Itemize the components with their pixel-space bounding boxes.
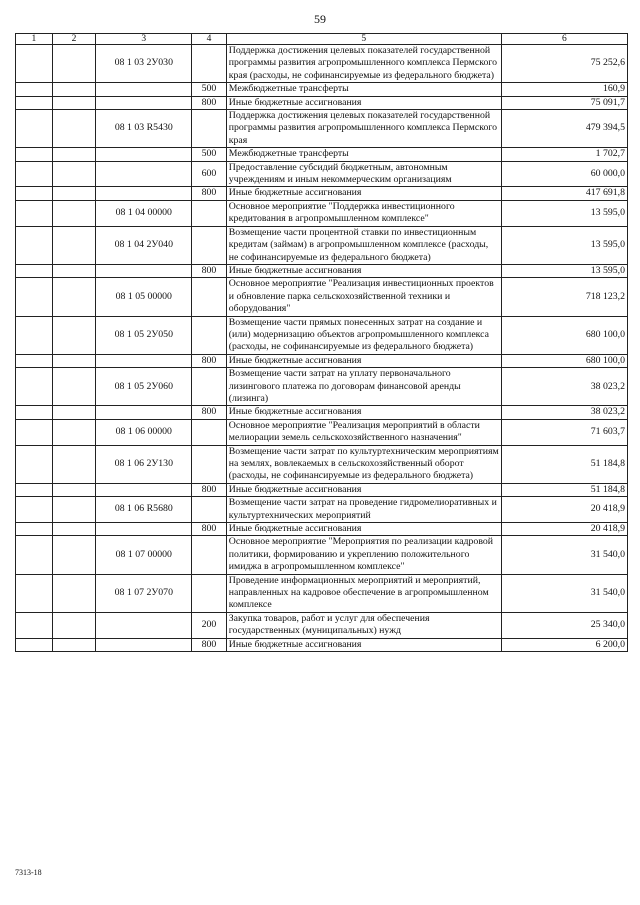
- cell-name: Поддержка достижения целевых показателей государственной программы развития агропромышленного комплекса Пермского края (расходы, не софинансируемые из федерального бюджета): [226, 45, 501, 83]
- cell-code: 08 1 06 2У130: [96, 445, 192, 483]
- cell-col1: [16, 316, 53, 354]
- cell-col1: [16, 264, 53, 277]
- column-header-3: 3: [96, 34, 192, 45]
- cell-code: [96, 354, 192, 367]
- cell-expense-type: [192, 278, 227, 316]
- cell-code: 08 1 06 R5680: [96, 497, 192, 523]
- cell-expense-type: [192, 110, 227, 148]
- cell-amount: 13 595,0: [501, 264, 627, 277]
- cell-name: Иные бюджетные ассигнования: [226, 354, 501, 367]
- cell-code: [96, 148, 192, 161]
- column-header-2: 2: [52, 34, 96, 45]
- cell-code: 08 1 04 00000: [96, 200, 192, 226]
- cell-col2: [52, 83, 96, 96]
- cell-col1: [16, 638, 53, 651]
- cell-col1: [16, 83, 53, 96]
- column-header-4: 4: [192, 34, 227, 45]
- cell-name: Основное мероприятие "Реализация инвестиционных проектов и обновление парка сельскохозяйственной техники и оборудования": [226, 278, 501, 316]
- cell-amount: 680 100,0: [501, 354, 627, 367]
- cell-amount: 1 702,7: [501, 148, 627, 161]
- table-row: [16, 523, 628, 536]
- cell-col1: [16, 536, 53, 574]
- table-row: [16, 110, 628, 148]
- cell-col2: [52, 536, 96, 574]
- cell-name: Основное мероприятие "Мероприятия по реализации кадровой политики, формированию и укреплению положительного имиджа в агропромышленном комплексе": [226, 536, 501, 574]
- cell-col2: [52, 406, 96, 419]
- cell-col1: [16, 523, 53, 536]
- cell-expense-type: [192, 536, 227, 574]
- cell-name: Возмещение части затрат на проведение гидромелиоративных и культуртехнических мероприятий: [226, 497, 501, 523]
- cell-expense-type: 800: [192, 187, 227, 200]
- cell-code: 08 1 03 2У030: [96, 45, 192, 83]
- cell-col1: [16, 200, 53, 226]
- column-header-6: 6: [501, 34, 627, 45]
- cell-code: 08 1 05 2У060: [96, 368, 192, 406]
- cell-col1: [16, 445, 53, 483]
- table-row: [16, 638, 628, 651]
- column-header-5: 5: [226, 34, 501, 45]
- cell-expense-type: 800: [192, 354, 227, 367]
- budget-table: [15, 33, 628, 652]
- table-row: [16, 354, 628, 367]
- cell-col1: [16, 110, 53, 148]
- footer-code: 7313-18: [15, 868, 42, 877]
- column-header-1: 1: [16, 34, 53, 45]
- cell-name: Иные бюджетные ассигнования: [226, 187, 501, 200]
- cell-amount: 31 540,0: [501, 536, 627, 574]
- cell-col2: [52, 483, 96, 496]
- table-row: [16, 497, 628, 523]
- table-row: [16, 316, 628, 354]
- table-row: [16, 83, 628, 96]
- cell-name: Возмещение части процентной ставки по инвестиционным кредитам (займам) в агропромышленном комплексе (расходы, не софинансируемые из федерального бюджета): [226, 226, 501, 264]
- cell-col1: [16, 354, 53, 367]
- cell-name: Возмещение части прямых понесенных затрат на создание и (или) модернизацию объектов агропромышленного комплекса (расходы, не софинансируемые из федерального бюджета): [226, 316, 501, 354]
- cell-amount: 718 123,2: [501, 278, 627, 316]
- cell-col2: [52, 264, 96, 277]
- cell-col2: [52, 419, 96, 445]
- cell-code: 08 1 04 2У040: [96, 226, 192, 264]
- cell-col1: [16, 161, 53, 187]
- cell-name: Иные бюджетные ассигнования: [226, 483, 501, 496]
- cell-code: [96, 483, 192, 496]
- cell-amount: 13 595,0: [501, 226, 627, 264]
- cell-name: Иные бюджетные ассигнования: [226, 96, 501, 109]
- table-row: [16, 96, 628, 109]
- cell-expense-type: 800: [192, 96, 227, 109]
- cell-expense-type: 500: [192, 148, 227, 161]
- cell-code: [96, 96, 192, 109]
- cell-col1: [16, 574, 53, 612]
- cell-name: Предоставление субсидий бюджетным, автономным учреждениям и иным некоммерческим организациям: [226, 161, 501, 187]
- cell-expense-type: 800: [192, 638, 227, 651]
- table-row: [16, 368, 628, 406]
- cell-name: Поддержка достижения целевых показателей государственной программы развития агропромышленного комплекса Пермского края: [226, 110, 501, 148]
- cell-amount: 160,9: [501, 83, 627, 96]
- cell-col1: [16, 419, 53, 445]
- cell-col1: [16, 612, 53, 638]
- table-row: [16, 45, 628, 83]
- cell-code: [96, 406, 192, 419]
- cell-col1: [16, 96, 53, 109]
- cell-code: 08 1 06 00000: [96, 419, 192, 445]
- cell-col2: [52, 110, 96, 148]
- cell-col1: [16, 368, 53, 406]
- cell-col2: [52, 523, 96, 536]
- cell-code: 08 1 05 2У050: [96, 316, 192, 354]
- cell-expense-type: [192, 316, 227, 354]
- cell-amount: 60 000,0: [501, 161, 627, 187]
- cell-expense-type: 800: [192, 264, 227, 277]
- cell-col1: [16, 483, 53, 496]
- table-row: [16, 445, 628, 483]
- cell-name: Проведение информационных мероприятий и мероприятий, направленных на кадровое обеспечение в агропромышленном комплексе: [226, 574, 501, 612]
- cell-amount: 479 394,5: [501, 110, 627, 148]
- cell-col2: [52, 148, 96, 161]
- cell-name: Закупка товаров, работ и услуг для обеспечения государственных (муниципальных) нужд: [226, 612, 501, 638]
- table-row: [16, 419, 628, 445]
- cell-col2: [52, 368, 96, 406]
- cell-amount: 680 100,0: [501, 316, 627, 354]
- table-row: [16, 483, 628, 496]
- cell-expense-type: 200: [192, 612, 227, 638]
- table-row: [16, 226, 628, 264]
- cell-code: 08 1 05 00000: [96, 278, 192, 316]
- cell-expense-type: [192, 45, 227, 83]
- cell-name: Межбюджетные трансферты: [226, 83, 501, 96]
- cell-col1: [16, 497, 53, 523]
- cell-code: [96, 161, 192, 187]
- cell-code: 08 1 07 00000: [96, 536, 192, 574]
- table-row: [16, 574, 628, 612]
- table-row: [16, 161, 628, 187]
- cell-col2: [52, 96, 96, 109]
- cell-col1: [16, 278, 53, 316]
- table-row: [16, 406, 628, 419]
- cell-amount: 6 200,0: [501, 638, 627, 651]
- table-row: [16, 612, 628, 638]
- cell-col1: [16, 148, 53, 161]
- cell-col2: [52, 278, 96, 316]
- page-number: 59: [314, 12, 326, 26]
- cell-amount: 20 418,9: [501, 497, 627, 523]
- cell-amount: 75 091,7: [501, 96, 627, 109]
- header-row: [16, 34, 628, 45]
- cell-code: [96, 523, 192, 536]
- cell-col2: [52, 200, 96, 226]
- cell-amount: 13 595,0: [501, 200, 627, 226]
- cell-name: Иные бюджетные ассигнования: [226, 264, 501, 277]
- cell-col2: [52, 161, 96, 187]
- cell-expense-type: [192, 574, 227, 612]
- cell-name: Иные бюджетные ассигнования: [226, 406, 501, 419]
- cell-code: [96, 264, 192, 277]
- cell-col2: [52, 187, 96, 200]
- cell-amount: 51 184,8: [501, 445, 627, 483]
- cell-code: [96, 612, 192, 638]
- cell-amount: 25 340,0: [501, 612, 627, 638]
- cell-name: Основное мероприятие "Реализация мероприятий в области мелиорации земель сельскохозяйственного назначения": [226, 419, 501, 445]
- cell-code: [96, 187, 192, 200]
- cell-expense-type: [192, 368, 227, 406]
- cell-expense-type: 800: [192, 523, 227, 536]
- cell-col2: [52, 226, 96, 264]
- table-row: [16, 278, 628, 316]
- cell-col1: [16, 406, 53, 419]
- cell-amount: 51 184,8: [501, 483, 627, 496]
- cell-col1: [16, 187, 53, 200]
- cell-col2: [52, 574, 96, 612]
- table-row: [16, 536, 628, 574]
- cell-code: 08 1 03 R5430: [96, 110, 192, 148]
- cell-col1: [16, 45, 53, 83]
- cell-amount: 20 418,9: [501, 523, 627, 536]
- cell-name: Иные бюджетные ассигнования: [226, 523, 501, 536]
- cell-code: [96, 638, 192, 651]
- table-row: [16, 148, 628, 161]
- cell-expense-type: 600: [192, 161, 227, 187]
- cell-amount: 31 540,0: [501, 574, 627, 612]
- cell-expense-type: [192, 497, 227, 523]
- cell-code: [96, 83, 192, 96]
- table-body: [16, 45, 628, 652]
- cell-name: Межбюджетные трансферты: [226, 148, 501, 161]
- cell-amount: 417 691,8: [501, 187, 627, 200]
- cell-expense-type: [192, 200, 227, 226]
- cell-amount: 38 023,2: [501, 406, 627, 419]
- cell-col2: [52, 316, 96, 354]
- table-row: [16, 200, 628, 226]
- cell-name: Основное мероприятие "Поддержка инвестиционного кредитования в агропромышленном комплексе": [226, 200, 501, 226]
- cell-expense-type: [192, 419, 227, 445]
- cell-code: 08 1 07 2У070: [96, 574, 192, 612]
- cell-col2: [52, 638, 96, 651]
- cell-name: Иные бюджетные ассигнования: [226, 638, 501, 651]
- cell-col2: [52, 445, 96, 483]
- cell-amount: 38 023,2: [501, 368, 627, 406]
- cell-col2: [52, 45, 96, 83]
- cell-expense-type: 800: [192, 406, 227, 419]
- cell-expense-type: 500: [192, 83, 227, 96]
- cell-expense-type: [192, 226, 227, 264]
- cell-expense-type: 800: [192, 483, 227, 496]
- cell-name: Возмещение части затрат по культуртехническим мероприятиям на землях, вовлекаемых в сельскохозяйственный оборот (расходы, не софинансируемые из федерального бюджета): [226, 445, 501, 483]
- cell-expense-type: [192, 445, 227, 483]
- table-row: [16, 187, 628, 200]
- cell-col2: [52, 354, 96, 367]
- cell-col1: [16, 226, 53, 264]
- cell-name: Возмещение части затрат на уплату первоначального лизингового платежа по договорам финансовой аренды (лизинга): [226, 368, 501, 406]
- cell-col2: [52, 612, 96, 638]
- table-row: [16, 264, 628, 277]
- cell-col2: [52, 497, 96, 523]
- cell-amount: 75 252,6: [501, 45, 627, 83]
- cell-amount: 71 603,7: [501, 419, 627, 445]
